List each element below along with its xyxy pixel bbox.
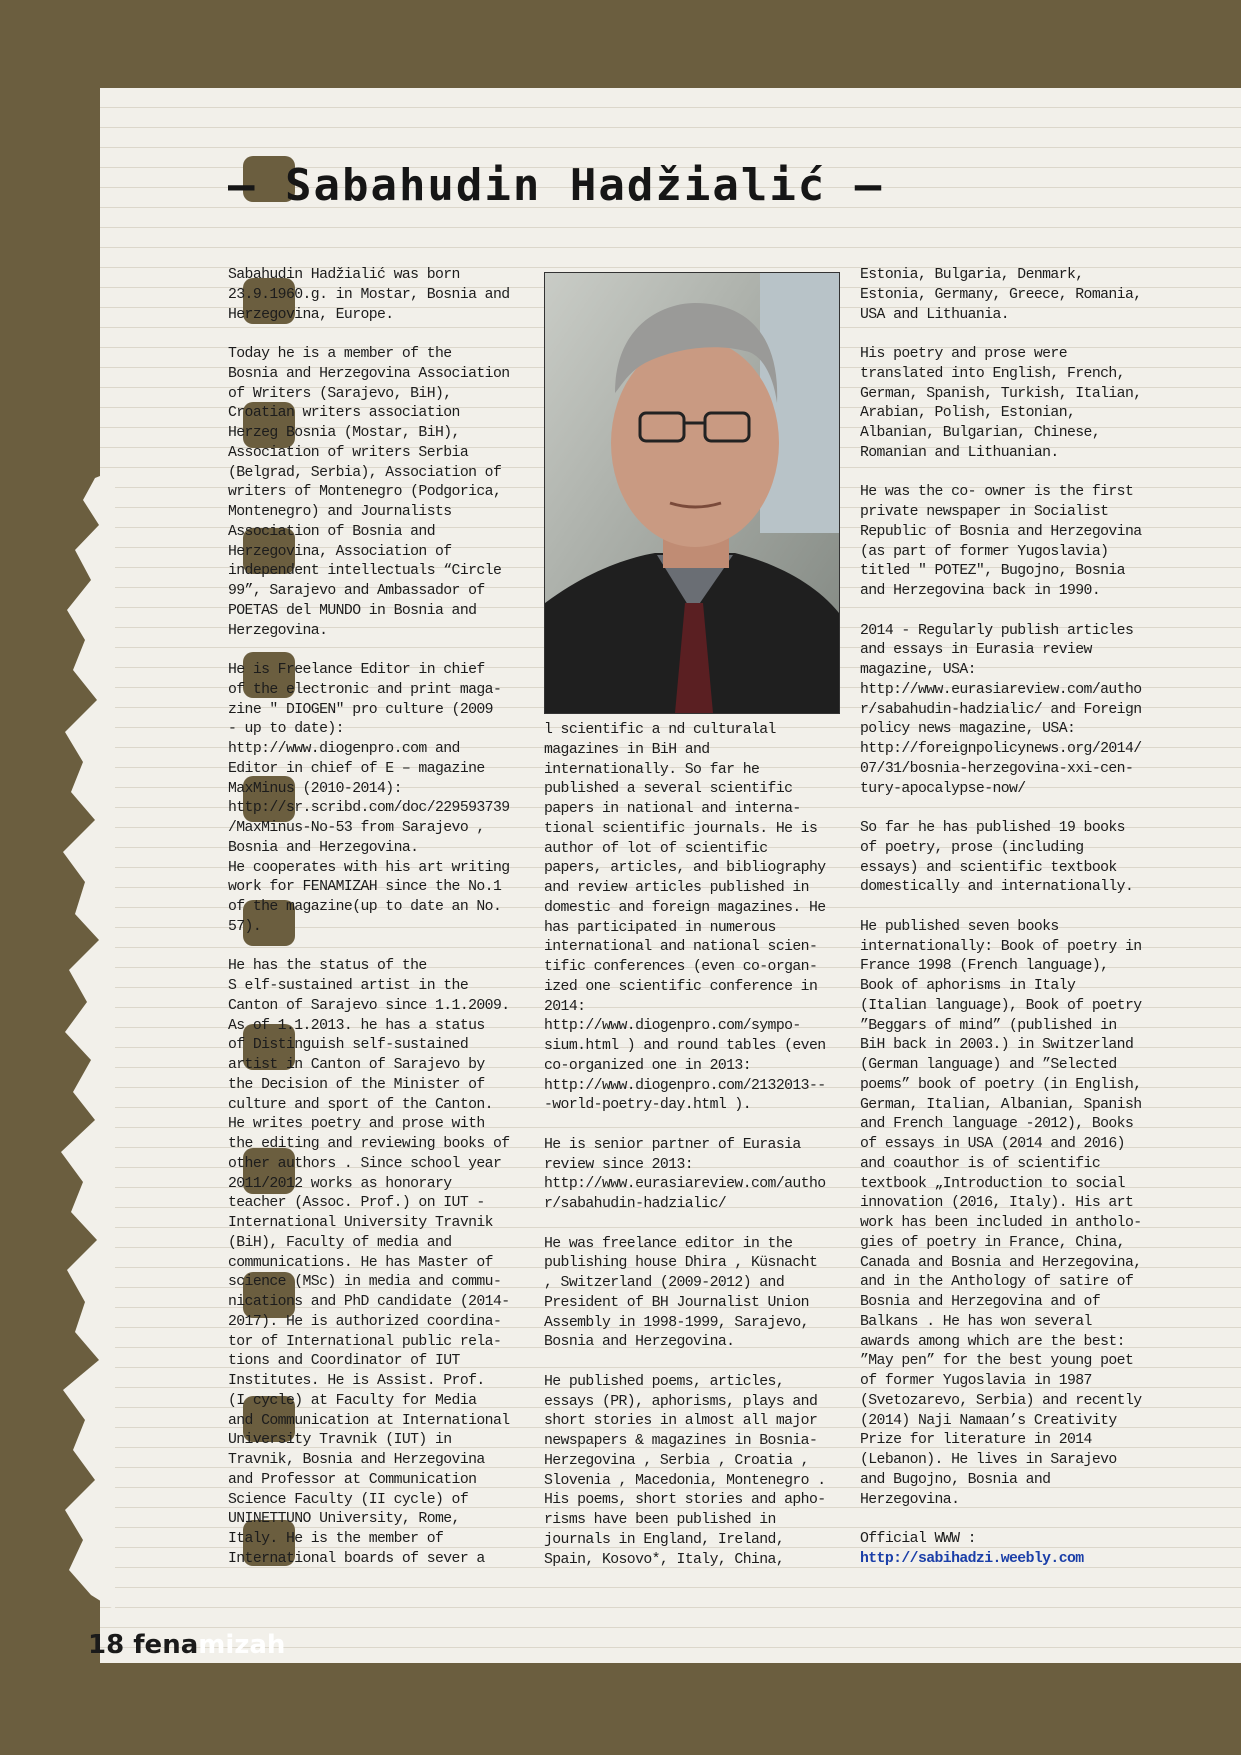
paragraph-books: So far he has published 19 books of poetry, prose (including essays) and scientific textbook domestically and internationally.: [860, 820, 1134, 896]
author-photo: [544, 272, 840, 714]
paragraph-status: He has the status of the S elf-sustained artist in the Canton of Sarajevo since 1.1.2009. As of 1.1.2013. he has a status of Distinguish self-sustained artist in Canton of Sarajevo by the Decision of the Minister of culture and sport of the Canton. He writes poetry and prose with the editing and reviewing books of other authors . Since school year 2011/2012 works as honorary teacher (Assoc. Prof.) on IUT - International University Travnik (BiH), Faculty of media and communications. He has Master of science (MSc) in media and commu- nications and PhD candidate (2014- 2017). He is authorized coordina- tor of International public rela- tions and Coordinator of IUT Institutes. He is Assist. Prof. (I cycle) at Faculty for Media and Communication at International University Travnik (IUT) in Travnik, Bosnia and Herzegovina and Professor at Communication Science Faculty (II cycle) of UNINETTUNO University, Rome, Italy. He is the member of International boards of sever a: [228, 958, 510, 1567]
text-column-2: [544, 721, 844, 1590]
paragraph-freelance: He was freelance editor in the publishing house Dhira , Küsnacht , Switzerland (2009-2012) and President of BH Journalist Union Assembly in 1998-1999, Sarajevo, Bosnia and Herzegovina.: [544, 1235, 818, 1351]
paragraph-scientific: l scientific a nd culturalal magazines in BiH and internationally. So far he published a several scientific papers in national and interna- tional scientific journals. He is author of lot of scientific papers, articles, and bibliography and review articles published in domestic and foreign magazines. He has participated in numerous international and national scien- tific conferences (even co-organ- ized one scientific conference in 2014: http://www.diogenpro.com/sympo- sium.html ) and round tables (even co-organized one in 2013: http://www.diogenpro.com/2132013-- -world-poetry-day.html ).: [544, 722, 826, 1114]
paragraph-memberships: Today he is a member of the Bosnia and Herzegovina Association of Writers (Sarajevo, BiH), Croatian writers association Herzeg Bosnia (Mostar, BiH), Association of writers Serbia (Belgrad, Serbia), Association of writers of Montenegro (Podgorica, Montenegro) and Journalists Association of Bosnia and Herzegovina, Association of independent intellectuals “Circle 99”, Sarajevo and Ambassador of POETAS del MUNDO in Bosnia and Herzegovina.: [228, 346, 510, 639]
official-website: [860, 1530, 1160, 1570]
paragraph-editor: He is Freelance Editor in chief of the electronic and print maga- zine " DIOGEN" pro culture (2009 - up to date): http://www.diogenpro.com and Editor in chief of E – magazine MaxMinus (2010-2014): http://sr.scribd.com/doc/229593739 /MaxMinus-No-53 from Sarajevo , Bosnia and Herzegovina. He cooperates with his art writing work for FENAMIZAH since the No.1 of the magazine(up to date an No. 57).: [228, 662, 510, 935]
page-number: 18: [88, 1630, 125, 1660]
paragraph-published: He published poems, articles, essays (PR), aphorisms, plays and short stories in almost all major newspapers & magazines in Bosnia- Herzegovina , Serbia , Croatia , Slovenia , Macedonia, Montenegro . His poems, short stories and apho- risms have been published in journals in England, Ireland, Spain, Kosovo*, Italy, China,: [544, 1373, 826, 1568]
paragraph-countries: Estonia, Bulgaria, Denmark, Estonia, Germany, Greece, Romania, USA and Lithuania.: [860, 267, 1142, 323]
torn-paper-edge: [55, 470, 115, 1610]
magazine-logo: [133, 1630, 285, 1660]
page-footer: [88, 1630, 285, 1660]
portrait-image: [545, 273, 839, 713]
logo-part-light: mizah: [198, 1630, 286, 1660]
text-column-3: [860, 266, 1160, 1570]
paragraph-birth: Sabahudin Hadžialić was born 23.9.1960.g. in Mostar, Bosnia and Herzegovina, Europe.: [228, 267, 510, 323]
paragraph-translations: His poetry and prose were translated into English, French, German, Spanish, Turkish, Italian, Arabian, Polish, Estonian, Albanian, Bulgarian, Chinese, Romanian and Lithuanian.: [860, 346, 1142, 461]
paragraph-2014: 2014 - Regularly publish articles and essays in Eurasia review magazine, USA: http://www.eurasiareview.com/autho r/sabahudin-hadzialic/ and Foreign policy news magazine, USA: http://foreignpolicynews.org/2014/ 07/31/bosnia-herzegovina-xxi-cen- tury-apocalypse-now/: [860, 622, 1142, 797]
official-website-link[interactable]: http://sabihadzi.weebly.com: [860, 1550, 1084, 1567]
paragraph-international-books: He published seven books internationally: Book of poetry in France 1998 (French language), Book of aphorisms in Italy (Italian language), Book of poetry ”Beggars of mind” (published in BiH back in 2003.) in Switzerland (German language) and ”Selected poems” book of poetry (in English, German, Italian, Albanian, Spanish and French language -2012), Books of essays in USA (2014 and 2016) and coauthor is of scientific textbook „Introduction to social innovation (2016, Italy). His art work has been included in antholo- gies of poetry in France, China, Canada and Bosnia and Herzegovina, and in the Anthology of satire of Bosnia and Herzegovina and of Balkans . He has won several awards among which are the best: ”May pen” for the best young poet of former Yugoslavia in 1987 (Svetozarevo, Serbia) and recently (2014) Naji Namaan’s Creativity Prize for literature in 2014 (Lebanon). He lives in Sarajevo and Bugojno, Bosnia and Herzegovina.: [860, 918, 1142, 1508]
paragraph-eurasia: He is senior partner of Eurasia review since 2013: http://www.eurasiareview.com/autho r/sabahudin-hadzialic/: [544, 1136, 826, 1212]
paragraph-potez: He was the co- owner is the first private newspaper in Socialist Republic of Bosnia and Herzegovina (as part of former Yugoslavia) titled " POTEZ", Bugojno, Bosnia and Herzegovina back in 1990.: [860, 484, 1142, 599]
page-title: – Sabahudin Hadžialić –: [228, 160, 884, 211]
official-website-label: Official WWW :: [860, 1531, 976, 1547]
text-column-1: [228, 266, 528, 1589]
logo-part-dark: fena: [133, 1630, 199, 1660]
